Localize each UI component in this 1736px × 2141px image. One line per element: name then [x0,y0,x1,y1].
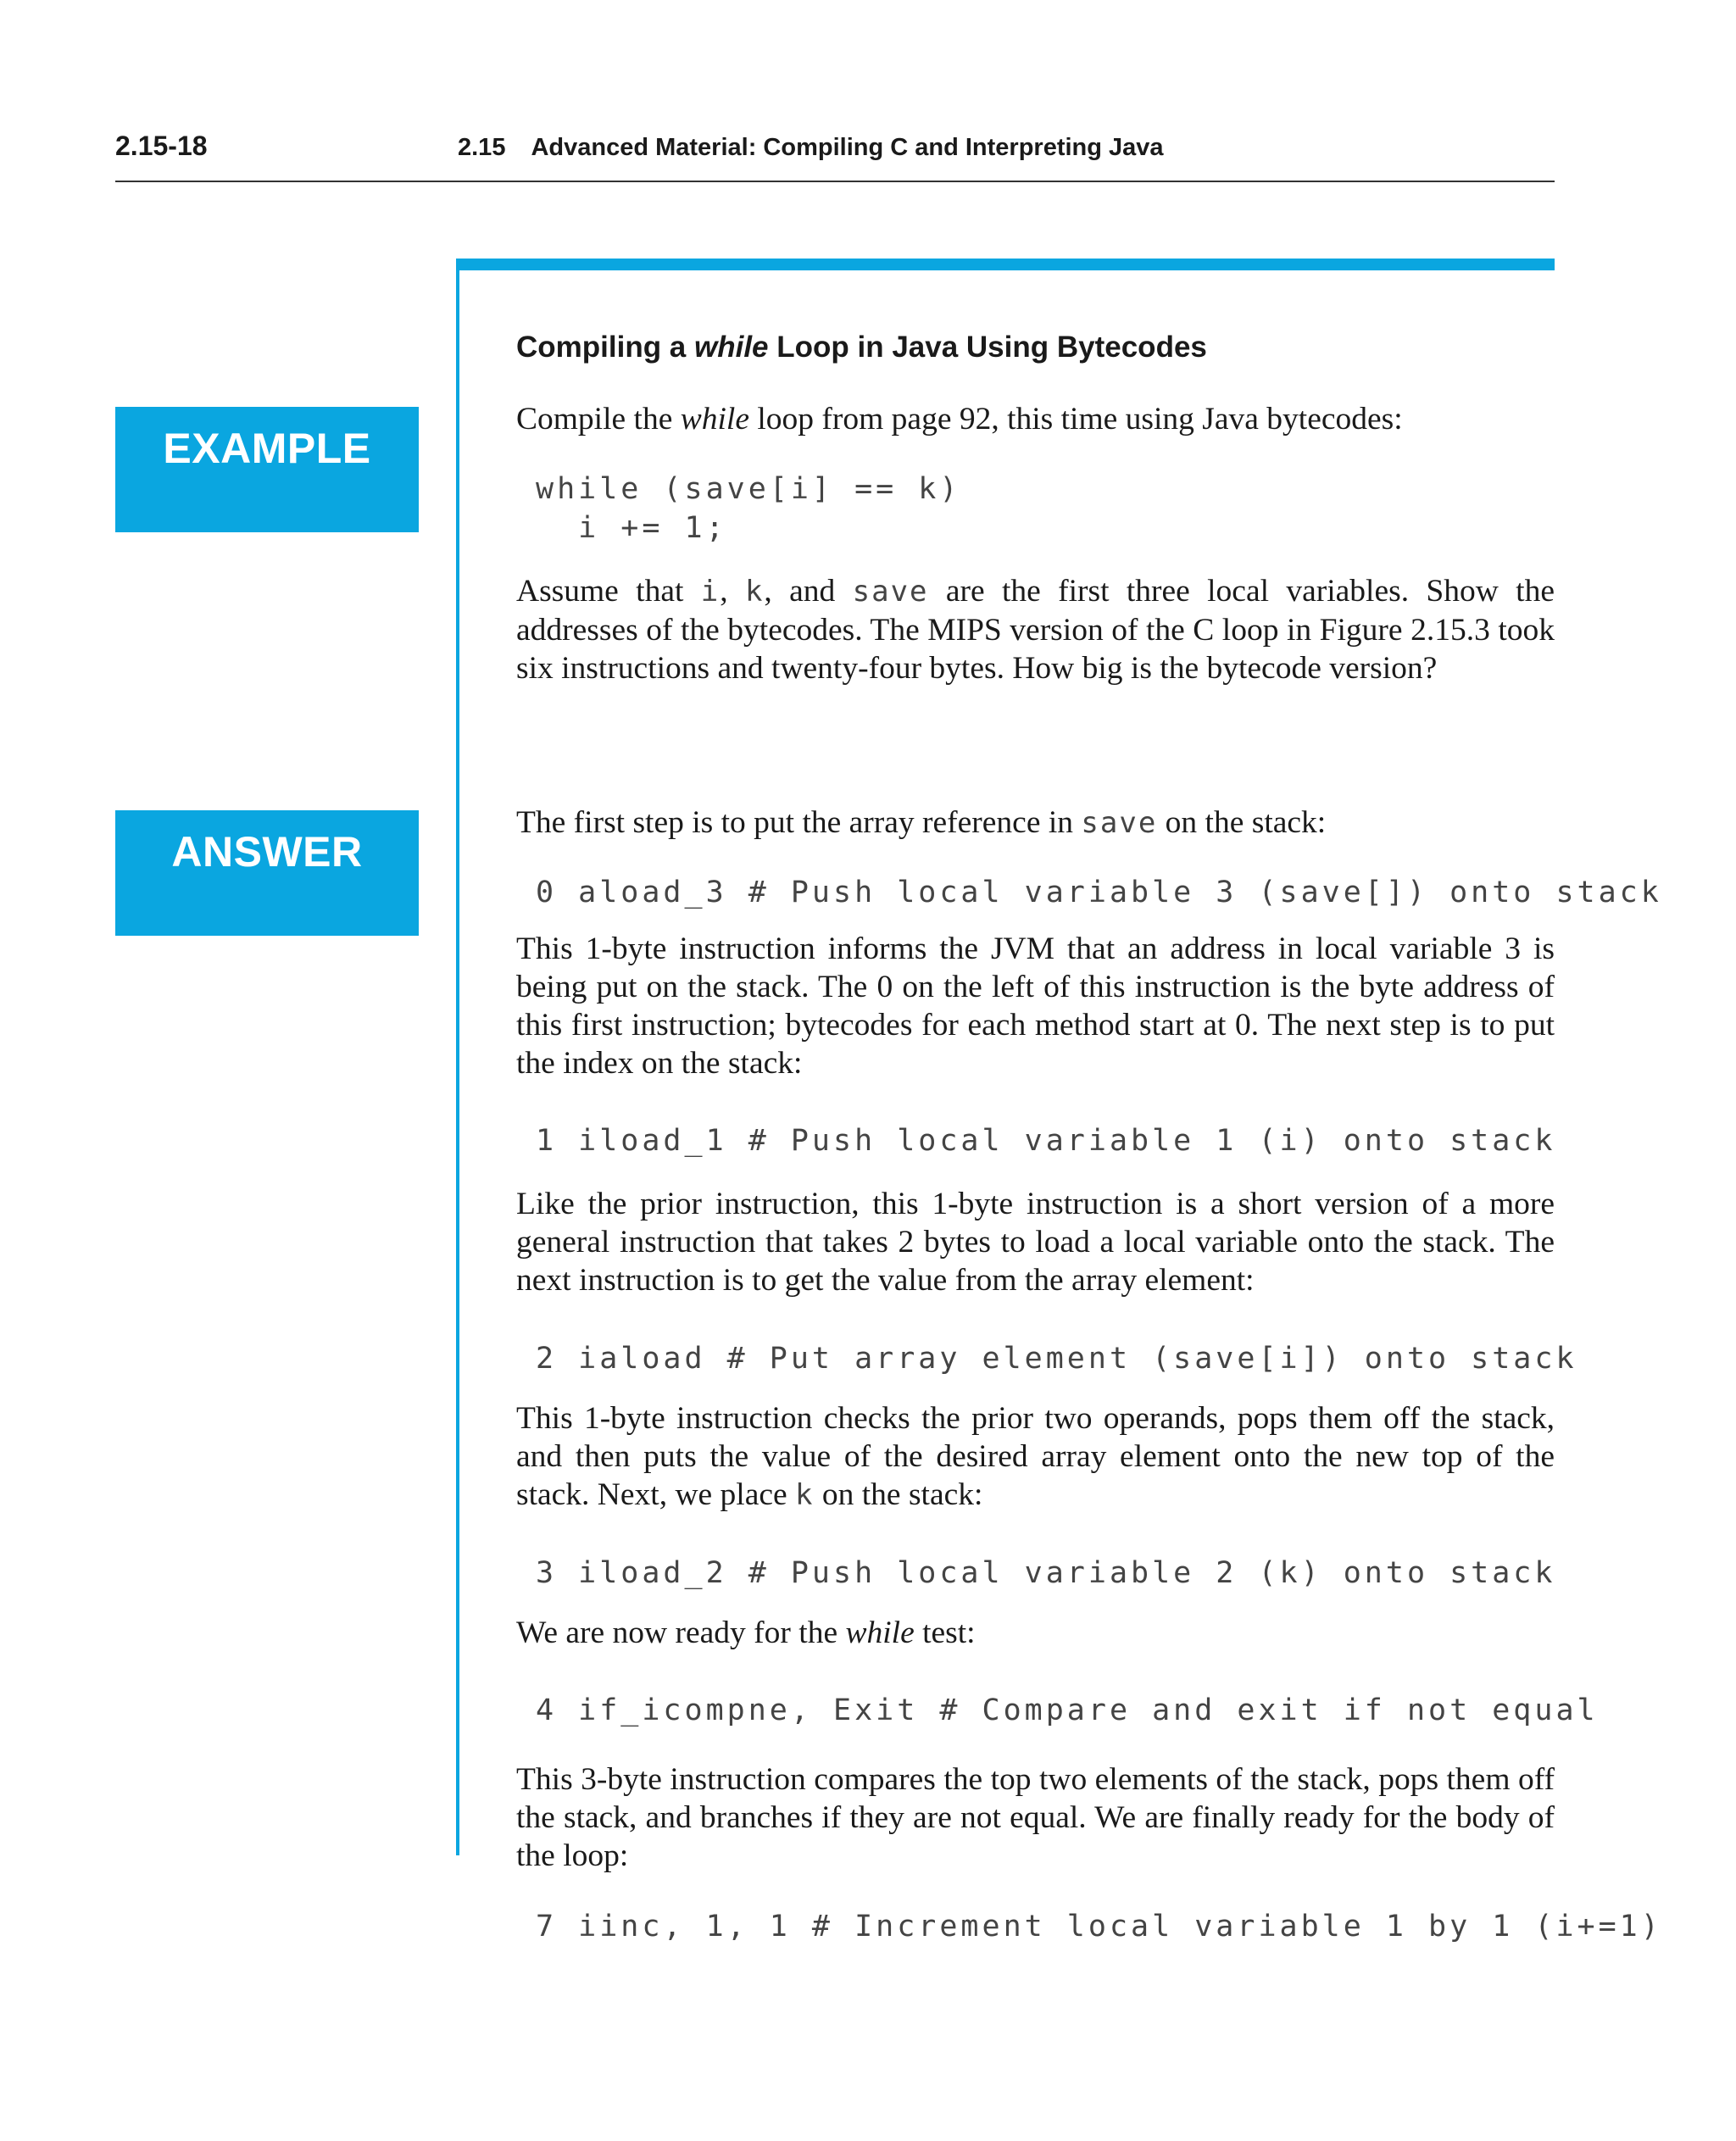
question-text-end: are the first three local variables. Show the addresses of the bytecodes. The MIPS version of the C loop in Figure 2.15.3 took six instructions and twenty-four bytes. How big is the bytecode version? [516,574,1555,686]
bytecode-line-0: 0 aload_3 # Push local variable 3 (save[]) onto stack [536,876,1662,909]
answer-label: ANSWER [171,828,363,876]
example-code-line-2: i += 1; [536,511,727,545]
answer-para-2: This 1-byte instruction informs the JVM that an address in local variable 3 is being put on the stack. The 0 on the left of this instruction is the byte address of this first instruction; bytecodes for each method start at 0. The next step is to put the index on the stack: [516,931,1555,1081]
var-save-ref: save [1081,806,1158,840]
answer-para-4 [516,1399,1555,1515]
answer-p1-text: The first step is to put the array reference in [516,805,1082,840]
running-header [458,134,1164,162]
answer-p5-text-end: test: [914,1615,976,1650]
answer-p5-italic: while [845,1615,915,1650]
answer-para-6: This 3-byte instruction compares the top two elements of the stack, pops them off the stack, and branches if they are not equal. We are finally ready for the body of the loop: [516,1762,1555,1873]
bytecode-line-3: 3 iload_2 # Push local variable 2 (k) onto stack [536,1556,1556,1590]
header-rule [115,181,1555,182]
section-title: Advanced Material: Compiling C and Interpreting Java [531,134,1164,161]
question-comma: , [720,574,745,609]
intro-text: Compile the [516,402,681,437]
page-number: 2.15-18 [115,131,208,161]
answer-para-3: Like the prior instruction, this 1-byte instruction is a short version of a more general instruction that takes 2 bytes to load a local variable onto the stack. The next instruction is to get the value from the array element: [516,1187,1555,1298]
bytecode-line-4: 4 if_icompne, Exit # Compare and exit if not equal [536,1693,1599,1727]
var-i: i [700,575,721,609]
var-k-ref: k [795,1478,815,1512]
example-label: EXAMPLE [163,425,371,472]
bytecode-line-2: 2 iaload # Put array element (save[i]) onto stack [536,1342,1577,1376]
example-label-box [115,407,419,532]
section-number: 2.15 [458,134,506,161]
example-intro [516,400,1555,438]
answer-para-1 [516,804,1555,842]
example-title-text: Compiling a [516,331,694,364]
answer-p4-text-end: on the stack: [814,1477,983,1512]
example-title-italic: while [694,331,769,364]
answer-p4-text: This 1-byte instruction checks the prior two operands, pops them off the stack, and then puts the value of the desired array element onto the new top of the stack. Next, we place [516,1401,1555,1512]
answer-label-box [115,810,419,936]
question-and: , and [764,574,853,609]
bytecode-line-7: 7 iinc, 1, 1 # Increment local variable 1 by 1 (i+=1) [536,1910,1662,1944]
example-top-bar [456,259,1555,270]
intro-italic: while [680,402,749,437]
example-question [516,572,1555,687]
example-title-text-end: Loop in Java Using Bytecodes [768,331,1207,364]
bytecode-line-1: 1 iload_1 # Push local variable 1 (i) onto stack [536,1124,1556,1158]
answer-p1-text-end: on the stack: [1157,805,1327,840]
answer-para-5 [516,1614,1555,1652]
var-save: save [852,575,929,609]
var-k: k [744,575,765,609]
example-title [516,331,1207,364]
example-side-rule [456,259,459,1855]
question-text: Assume that [516,574,701,609]
answer-p5-text: We are now ready for the [516,1615,846,1650]
intro-text-end: loop from page 92, this time using Java bytecodes: [748,402,1403,437]
example-code-line-1: while (save[i] == k) [536,472,961,506]
